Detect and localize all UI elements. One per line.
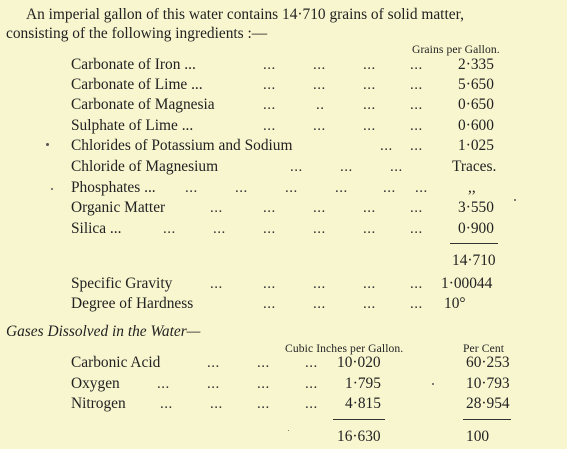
leader-dots: ... bbox=[363, 57, 376, 73]
percent-total-rule bbox=[463, 419, 511, 420]
leader-dots: ... bbox=[163, 221, 176, 237]
percent-total: 100 bbox=[466, 428, 490, 445]
leader-dots: ... bbox=[210, 276, 223, 292]
leader-dots: ... bbox=[263, 97, 276, 113]
leader-dots: ... bbox=[410, 200, 423, 216]
leader-dots: ... bbox=[160, 396, 173, 412]
leader-dots: ... bbox=[207, 355, 220, 371]
scan-speck bbox=[46, 143, 49, 146]
leader-dots: ... bbox=[210, 396, 223, 412]
table-row-label: Carbonate of Magnesia bbox=[71, 96, 215, 113]
leader-dots: ... bbox=[410, 296, 423, 312]
grains-column-header: Grains per Gallon. bbox=[412, 43, 500, 56]
leader-dots: ... bbox=[363, 200, 376, 216]
table-row-label: Chlorides of Potassium and Sodium bbox=[71, 137, 293, 154]
leader-dots: ... bbox=[305, 396, 318, 412]
leader-dots: ... bbox=[415, 180, 428, 196]
leader-dots: ... bbox=[313, 221, 326, 237]
intro-line-1: An imperial gallon of this water contains 14·710 grains of solid matter, bbox=[26, 6, 464, 23]
leader-dots: ... bbox=[263, 118, 276, 134]
table-row-label: Degree of Hardness bbox=[71, 295, 194, 312]
leader-dots: ... bbox=[263, 57, 276, 73]
scan-speck bbox=[432, 383, 434, 385]
table-row-cubic: 1·795 bbox=[345, 375, 381, 392]
leader-dots: ... bbox=[363, 276, 376, 292]
leader-dots: ... bbox=[363, 221, 376, 237]
leader-dots: ... bbox=[263, 77, 276, 93]
leader-dots: ... bbox=[380, 138, 393, 154]
leader-dots: ... bbox=[157, 376, 170, 392]
leader-dots: ... bbox=[257, 396, 270, 412]
leader-dots: ... bbox=[390, 159, 403, 175]
leader-dots: ... bbox=[410, 138, 423, 154]
leader-dots: ... bbox=[410, 221, 423, 237]
leader-dots: ... bbox=[210, 200, 223, 216]
leader-dots: ... bbox=[305, 376, 318, 392]
leader-dots: ... bbox=[290, 159, 303, 175]
table-row-value: 1·025 bbox=[458, 137, 494, 154]
leader-dots: ... bbox=[257, 376, 270, 392]
leader-dots: ... bbox=[313, 77, 326, 93]
table-row-value: Traces. bbox=[452, 158, 497, 175]
leader-dots: ... bbox=[410, 97, 423, 113]
scan-speck bbox=[51, 188, 53, 190]
table-row-value: ,, bbox=[468, 179, 476, 196]
leader-dots: ... bbox=[213, 221, 226, 237]
table-row-percent: 60·253 bbox=[466, 354, 510, 371]
table-row-label: Carbonic Acid bbox=[71, 354, 161, 371]
solids-total: 14·710 bbox=[452, 252, 496, 269]
percent-column-header: Per Cent bbox=[463, 342, 505, 355]
leader-dots: ... bbox=[335, 180, 348, 196]
leader-dots: ... bbox=[263, 221, 276, 237]
leader-dots: ... bbox=[410, 77, 423, 93]
leader-dots: ... bbox=[363, 77, 376, 93]
leader-dots: ... bbox=[410, 57, 423, 73]
leader-dots: ... bbox=[235, 180, 248, 196]
table-row-label: Sulphate of Lime ... bbox=[71, 117, 194, 134]
leader-dots: ... bbox=[185, 180, 198, 196]
cubic-total-rule bbox=[333, 419, 385, 420]
leader-dots: ... bbox=[263, 276, 276, 292]
leader-dots: ... bbox=[263, 296, 276, 312]
table-row-cubic: 4·815 bbox=[345, 395, 381, 412]
table-row-label: Carbonate of Iron ... bbox=[71, 56, 196, 73]
table-row-label: Specific Gravity bbox=[71, 275, 173, 292]
leader-dots: .. bbox=[316, 97, 325, 113]
gases-heading: Gases Dissolved in the Water— bbox=[6, 323, 201, 340]
leader-dots: ... bbox=[313, 118, 326, 134]
leader-dots: ... bbox=[313, 276, 326, 292]
cubic-inches-column-header: Cubic Inches per Gallon. bbox=[285, 342, 404, 355]
table-row-value: 0·600 bbox=[458, 117, 494, 134]
table-row-value: 0·650 bbox=[458, 96, 494, 113]
table-row-value: 5·650 bbox=[458, 76, 494, 93]
leader-dots: ... bbox=[410, 276, 423, 292]
leader-dots: ... bbox=[257, 355, 270, 371]
leader-dots: ... bbox=[363, 296, 376, 312]
table-row-label: Carbonate of Lime ... bbox=[71, 76, 203, 93]
table-row-label: Nitrogen bbox=[71, 395, 126, 412]
leader-dots: ... bbox=[207, 376, 220, 392]
leader-dots: ... bbox=[363, 97, 376, 113]
table-row-percent: 28·954 bbox=[466, 395, 510, 412]
leader-dots: ... bbox=[340, 159, 353, 175]
table-row-label: Oxygen bbox=[71, 375, 120, 392]
leader-dots: ... bbox=[383, 180, 396, 196]
table-row-value: 3·550 bbox=[458, 199, 494, 216]
table-row-label: Silica ... bbox=[71, 220, 122, 237]
leader-dots: ... bbox=[313, 57, 326, 73]
intro-line-2: consisting of the following ingredients :— bbox=[6, 25, 268, 42]
leader-dots: ... bbox=[305, 355, 318, 371]
leader-dots: ... bbox=[285, 180, 298, 196]
table-row-label: Chloride of Magnesium bbox=[71, 158, 219, 175]
table-row-value: 0·900 bbox=[458, 220, 494, 237]
table-row-value: 2·335 bbox=[458, 56, 494, 73]
scan-speck bbox=[288, 430, 289, 431]
leader-dots: ... bbox=[313, 296, 326, 312]
leader-dots: ... bbox=[313, 200, 326, 216]
table-row-label: Organic Matter bbox=[71, 199, 166, 216]
scan-speck bbox=[514, 199, 516, 201]
table-row-value: 1·00044 bbox=[441, 275, 493, 292]
table-row-value: 10° bbox=[444, 295, 466, 312]
solids-total-rule bbox=[450, 243, 498, 244]
cubic-total: 16·630 bbox=[337, 428, 381, 445]
table-row-cubic: 10·020 bbox=[337, 354, 381, 371]
leader-dots: ... bbox=[410, 118, 423, 134]
leader-dots: ... bbox=[263, 200, 276, 216]
table-row-label: Phosphates ... bbox=[71, 179, 156, 196]
leader-dots: ... bbox=[363, 118, 376, 134]
table-row-percent: 10·793 bbox=[466, 375, 510, 392]
